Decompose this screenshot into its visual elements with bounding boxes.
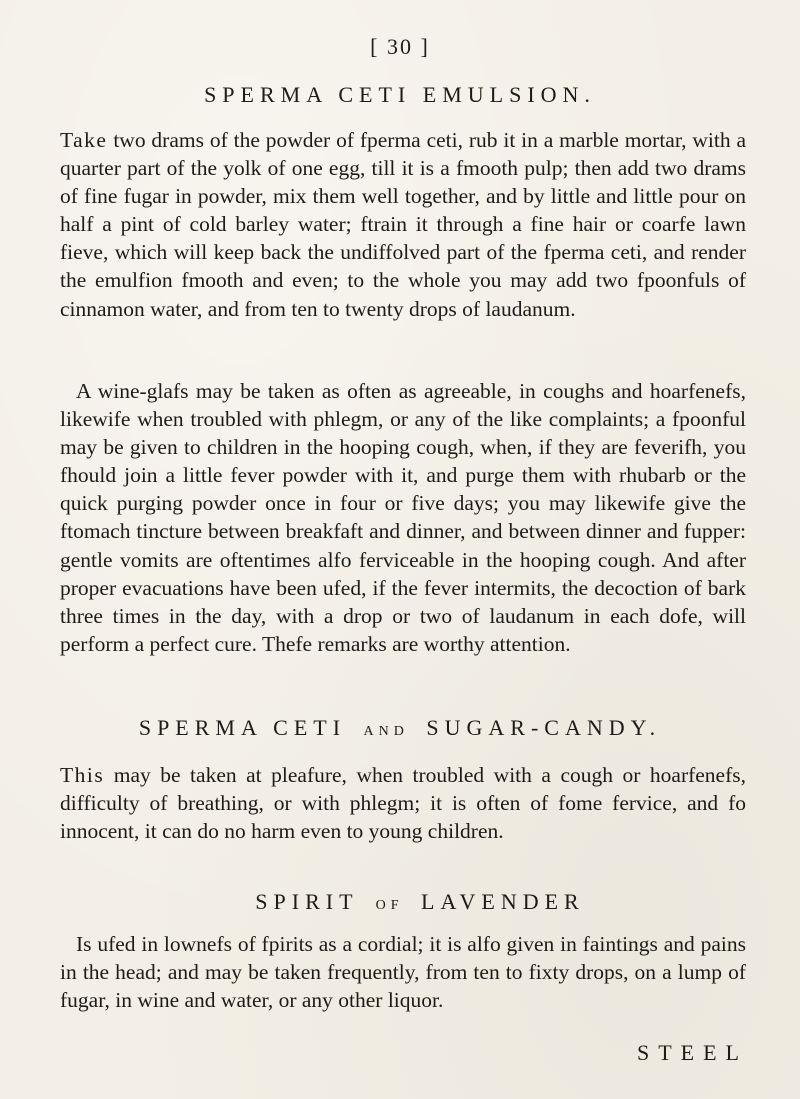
paragraph-lead-word: Take (60, 128, 108, 152)
section-heading-sperma-ceti-sugar-candy (0, 715, 800, 741)
paragraph-spirit-of-lavender (60, 930, 746, 1014)
paragraph-recipe-emulsion (60, 126, 746, 323)
paragraph-usage-emulsion (60, 377, 746, 658)
heading-join-word: AND (363, 724, 409, 739)
section-heading-sperma-ceti-emulsion: SPERMA CETI EMULSION. (204, 82, 596, 107)
paragraph-text: may be taken at pleafure, when troubled with a cough or hoarfenefs, difficulty of breathing, or with phlegm; it is often of fome fervice, and fo innocent, it can do no harm even to young children. (60, 763, 746, 844)
heading-part-b: LAVENDER (421, 889, 585, 914)
catchword: STEEL (637, 1040, 748, 1065)
heading-part-a: SPERMA CETI (138, 715, 347, 740)
heading-part-b: SUGAR-CANDY. (426, 715, 662, 740)
page-number: [ 30 ] (370, 34, 430, 59)
paragraph-sugar-candy (60, 761, 746, 845)
heading-join-word: OF (375, 898, 404, 913)
paragraph-text: two drams of the powder of fperma ceti, rub it in a marble mortar, with a quarter part of the yolk of one egg, till it is a fmooth pulp; then add two drams of fine fugar in powder, mix them well together, and by little and little pour on half a pint of cold barley water; ftrain it through a fine hair or coarfe lawn fieve, which will keep back the undiffolved part of the fperma ceti, and render the emulfion fmooth and even; to the whole you may add two fpoonfuls of cinnamon water, and from ten to twenty drops of laudanum. (60, 128, 746, 321)
paragraph-text: Is ufed in lownefs of fpirits as a cordial; it is alfo given in faintings and pains in the head; and may be taken frequently, from ten to fixty drops, on a lump of fugar, in wine and water, or any other liquor. (60, 932, 746, 1013)
paragraph-text: A wine-glafs may be taken as often as agreeable, in coughs and hoarfenefs, likewife when troubled with phlegm, or any of the like complaints; a fpoonful may be given to children in the hooping cough, when, if they are feverifh, you fhould join a little fever powder with it, and purge them with rhubarb or the quick purging powder once in four or five days; you may likewife give the ftomach tincture between breakfaft and dinner, and between dinner and fupper: gentle vomits are oftentimes alfo ferviceable in the hooping cough. And after proper evacuations have been ufed, if the fever intermits, the decoction of bark three times in the day, with a drop or two of laudanum in each dofe, will perform a perfect cure. Thefe remarks are worthy attention. (60, 379, 746, 656)
heading-part-a: SPIRIT (255, 889, 359, 914)
paragraph-lead-word: This (60, 763, 105, 787)
section-heading-spirit-of-lavender (20, 889, 800, 915)
